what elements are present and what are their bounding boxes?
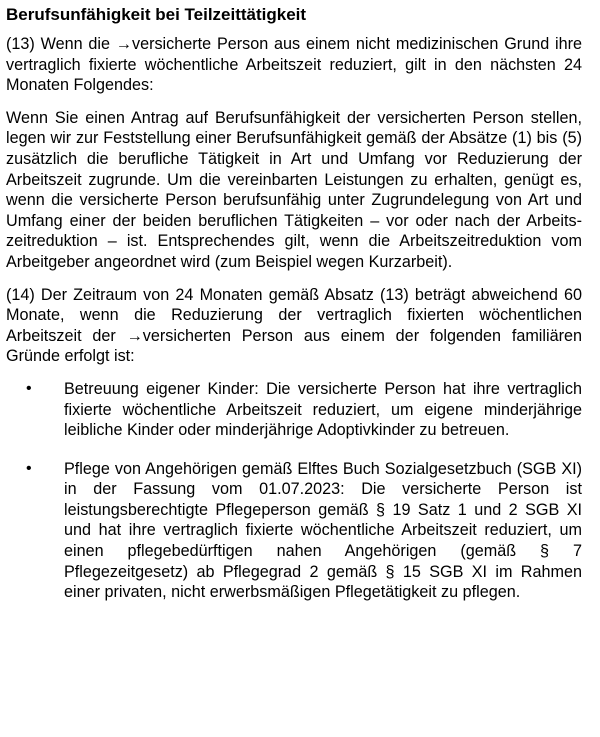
paragraph-main: Wenn Sie einen Antrag auf Berufsunfähigkeit der versicherten Person stellen, legen wir zur Feststellung einer Berufsunfähigkeit gemäß der Absätze (1) bis (5) zusätzlich die berufliche Tätigkeit in Art und Umfang vor Reduzierung der Arbeitszeit zugrunde. Um die vereinbarten Leistungen zu erhalten, genügt es, wenn die versicherte Person berufsunfähig unter Zugrundelegung von Art und Umfang einer der beiden beruflichen Tätigkeiten – vor oder nach der Arbeitszeitreduktion – ist. Entsprechendes gilt, wenn die Arbeitszeitreduktion vom Arbeitgeber angeordnet wird (zum Beispiel wegen Kurzarbeit). bbox=[6, 108, 582, 271]
list-item bbox=[6, 459, 582, 603]
bullet-icon: • bbox=[26, 459, 32, 477]
list-item-text: Betreuung eigener Kinder: Die versicherte Person hat ihre vertraglich fixierte wöchentliche Arbeitszeit reduziert, um eigene minderjährige leibliche Kinder oder minderjährige Adoptivkinder zu betreuen. bbox=[64, 379, 582, 440]
bullet-icon: • bbox=[26, 379, 32, 397]
bullet-list bbox=[6, 379, 582, 603]
list-item bbox=[6, 379, 582, 441]
section-title: Berufsunfähigkeit bei Teilzeittätigkeit bbox=[6, 5, 307, 24]
list-item-text: Pflege von Angehörigen gemäß Elftes Buch Sozialgesetzbuch (SGB XI) in der Fassung vom 01.07.2023: Die versicherte Person ist leistungsberechtigte Pflegeperson gemäß § 19 Satz 1 und 2 SGB XI und hat ihre vertraglich fixierte wöchentliche Arbeitszeit reduziert, um einen pflegebedürftigen nahen Angehörigen (gemäß § 7 Pflegezeitgesetz) ab Pflegegrad 2 gemäß § 15 SGB XI im Rahmen einer privaten, nicht erwerbsmäßigen Pflegetätigkeit zu pflegen. bbox=[64, 459, 582, 602]
paragraph-14: (14) Der Zeitraum von 24 Monaten gemäß Absatz (13) beträgt abweichend 60 Monate, wenn die Reduzierung der vertraglich fixierten wöchentlichen Arbeitszeit der →versicherten Person aus einem der folgenden familiären Gründe erfolgt ist: bbox=[6, 285, 582, 366]
paragraph-13: (13) Wenn die →versicherte Person aus einem nicht medizinischen Grund ihre vertraglich fixierte wöchentliche Arbeitszeit reduziert, gilt in den nächsten 24 Monaten Folgendes: bbox=[6, 35, 582, 95]
